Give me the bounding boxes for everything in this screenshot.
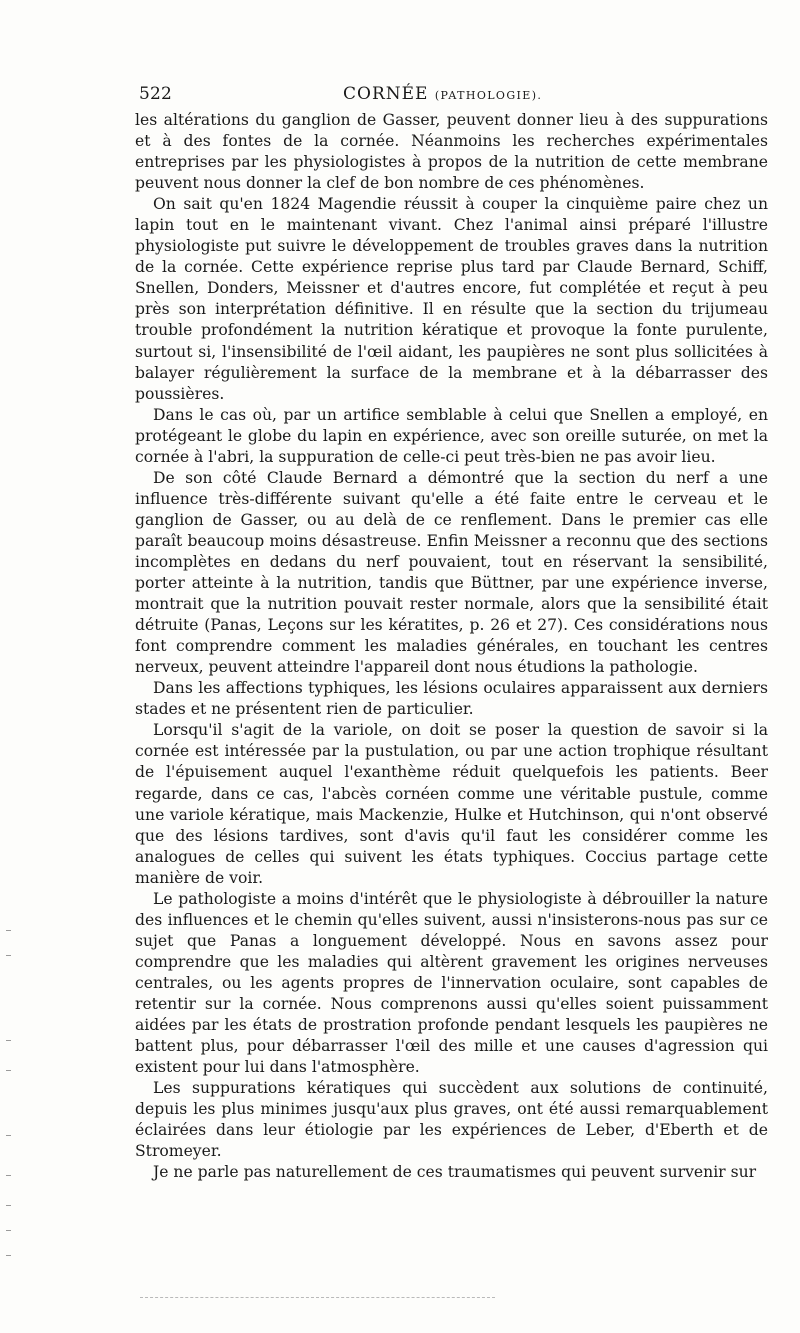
running-header: [139, 84, 765, 108]
margin-scan-marks: [2, 930, 16, 1290]
page-number: 522: [139, 84, 173, 104]
margin-mark: [6, 1070, 11, 1071]
margin-mark: [6, 1040, 11, 1041]
margin-mark: [6, 1230, 11, 1231]
running-title: [343, 84, 542, 104]
paragraph-claude-bernard: De son côté Claude Bernard a démontré que la section du nerf a une influence très-différente suivant qu'elle a été faite entre le cerveau et le ganglion de Gasser, ou au delà de ce renflement. Dans le premier cas elle paraît beaucoup moins désastreuse. Enfin Meissner a reconnu que des sections incomplètes en dedans du nerf pouvaient, tout en réservant la sensibilité, porter atteinte à la nutrition, tandis que Büttner, par une expérience inverse, montrait que la nutrition pouvait rester normale, alors que la sensibilité était détruite (Panas, Leçons sur les kératites, p. 26 et 27). Ces considérations nous font comprendre comment les maladies générales, en touchant les centres nerveux, peuvent atteindre l'appareil dont nous étudions la pathologie.: [135, 468, 768, 677]
margin-mark: [6, 1255, 11, 1256]
running-title-main: CORNÉE: [343, 84, 429, 104]
paragraph-suppurations: Les suppurations kératiques qui succèdent aux solutions de continuité, depuis les plus minimes jusqu'aux plus graves, ont été aussi remarquablement éclairées dans leur étiologie par les expériences de Leber, d'Eberth et de Stromeyer.: [135, 1079, 768, 1161]
paragraph-typhiques: Dans les affections typhiques, les lésions oculaires apparaissent aux derniers stades et ne présentent rien de particulier.: [135, 679, 768, 719]
paragraph-magendie: On sait qu'en 1824 Magendie réussit à couper la cinquième paire chez un lapin tout en le maintenant vivant. Chez l'animal ainsi préparé l'illustre physiologiste put suivre le développement de troubles graves dans la nutrition de la cornée. Cette expérience reprise plus tard par Claude Bernard, Schiff, Snellen, Donders, Meissner et d'autres encore, fut complétée et reçut à peu près son interprétation définitive. Il en résulte que la section du trijumeau trouble profondément la nutrition kératique et provoque la fonte purulente, surtout si, l'insensibilité de l'œil aidant, les paupières ne sont plus sollicitées à balayer régulièrement la surface de la membrane et à la débarrasser des poussières.: [135, 195, 768, 403]
paragraph-snellen: Dans le cas où, par un artifice semblable à celui que Snellen a employé, en protégeant le globe du lapin en expérience, avec son oreille suturée, on met la cornée à l'abri, la suppuration de celle-ci peut très-bien ne pas avoir lieu.: [135, 405, 768, 466]
margin-mark: [6, 930, 11, 931]
paragraph-pathologiste: Le pathologiste a moins d'intérêt que le physiologiste à débrouiller la nature des influences et le chemin qu'elles suivent, aussi n'insisterons-nous pas sur ce sujet que Panas a longuement développé. Nous en savons assez pour comprendre que les maladies qui altèrent gravement les origines nerveuses centrales, ou les agents propres de l'innervation oculaire, sont capables de retentir sur la cornée. Nous comprenons aussi qu'elles soient puissamment aidées par les états de prostration profonde pendant lesquels les paupières ne battent plus, pour débarrasser l'œil des mille et une causes d'agression qui existent pour lui dans l'atmosphère.: [135, 889, 768, 1077]
paragraph-variole: Lorsqu'il s'agit de la variole, on doit se poser la question de savoir si la cornée est intéressée par la pustulation, ou par une action trophique résultant de l'épuisement auquel l'exanthème réduit quelquefois les patients. Beer regarde, dans ce cas, l'abcès cornéen comme une véritable pustule, comme une variole kératique, mais Mackenzie, Hulke et Hutchinson, qui n'ont observé que des lésions tardives, sont d'avis qu'il faut les considérer comme les analogues de celles qui suivent les états typhiques. Coccius partage cette manière de voir.: [135, 721, 768, 887]
footer-rule: [140, 1297, 495, 1298]
paragraph-traumatismes: Je ne parle pas naturellement de ces traumatismes qui peuvent survenir sur: [153, 1163, 757, 1182]
body-text: [135, 110, 768, 1183]
margin-mark: [6, 1135, 11, 1136]
paragraph-continuation: les altérations du ganglion de Gasser, peuvent donner lieu à des suppurations et à des fontes de la cornée. Néanmoins les recherches expérimentales entreprises par les physiologistes à propos de la nutrition de cette membrane peuvent nous donner la clef de bon nombre de ces phénomènes.: [135, 111, 768, 193]
margin-mark: [6, 955, 11, 956]
margin-mark: [6, 1175, 11, 1176]
running-title-subtitle: (PATHOLOGIE).: [434, 89, 543, 102]
margin-mark: [6, 1205, 11, 1206]
